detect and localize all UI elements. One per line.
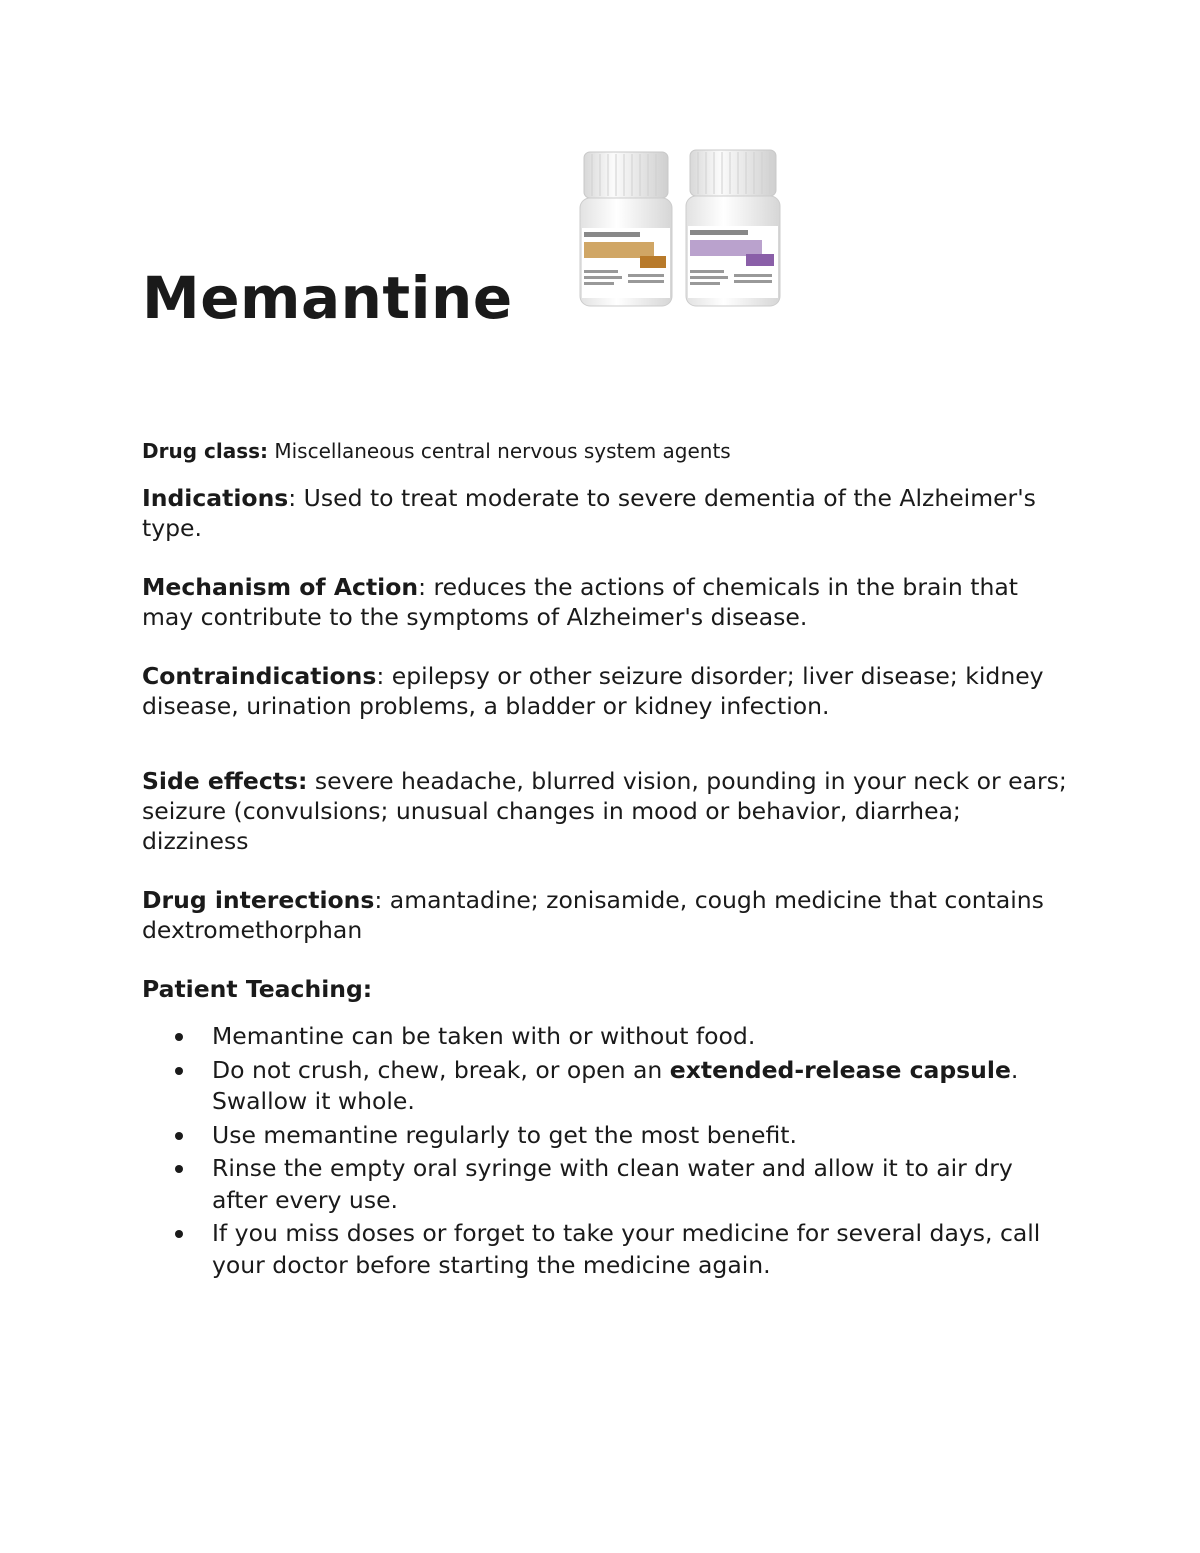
bullet-icon [175, 1033, 183, 1041]
mechanism-text: : reduces the actions of chemicals in the brain that may contribute to the symptoms of Alzheimer's disease. [142, 573, 1019, 631]
interactions-label: Drug interections [142, 886, 375, 914]
mechanism-label: Mechanism of Action [142, 573, 419, 601]
bullet-icon [175, 1132, 183, 1140]
bullet-icon [175, 1067, 183, 1075]
list-item-text: If you miss doses or forget to take your medicine for several days, call your doctor before starting the medicine again. [212, 1219, 1041, 1279]
pill-bottles-image [578, 146, 783, 310]
interactions-text: : amantadine; zonisamide, cough medicine that contains dextromethorphan [142, 886, 1044, 944]
drug-info-body [142, 438, 1072, 1283]
contraindications-paragraph [142, 661, 1072, 721]
side-effects-label: Side effects: [142, 767, 308, 795]
side-effects-text: severe headache, blurred vision, pounding in your neck or ears; seizure (convulsions; unusual changes in mood or behavior, diarrhea; dizziness [142, 767, 1067, 855]
list-item-text: Use memantine regularly to get the most benefit. [212, 1120, 797, 1149]
patient-teaching-heading: Patient Teaching: [142, 975, 373, 1003]
list-item [142, 1120, 1072, 1152]
mechanism-paragraph [142, 572, 1072, 632]
list-item [142, 1153, 1072, 1216]
list-item [142, 1218, 1072, 1281]
list-item [142, 1055, 1072, 1118]
list-item-text-pre: Do not crush, chew, break, or open an [212, 1055, 670, 1084]
list-item-text: Rinse the empty oral syringe with clean water and allow it to air dry after every use. [212, 1154, 1013, 1214]
drug-class-label: Drug class: [142, 439, 268, 463]
list-item-text-bold: extended-release capsule [669, 1055, 1011, 1084]
list-item-text: Memantine can be taken with or without food. [212, 1022, 756, 1050]
indications-text: : Used to treat moderate to severe dementia of the Alzheimer's type. [142, 484, 1036, 542]
patient-teaching-list [142, 1021, 1072, 1281]
drug-class-text: Miscellaneous central nervous system agents [268, 439, 731, 463]
list-item [142, 1021, 1072, 1053]
drug-class-line [142, 438, 1072, 464]
page-title: Memantine [142, 264, 513, 332]
contraindications-text: : epilepsy or other seizure disorder; liver disease; kidney disease, urination problems, a bladder or kidney infection. [142, 662, 1044, 720]
interactions-paragraph [142, 885, 1072, 945]
bullet-icon [175, 1165, 183, 1173]
indications-label: Indications [142, 484, 289, 512]
list-item-text-post: . Swallow it whole. [212, 1055, 1019, 1115]
side-effects-paragraph [142, 766, 1072, 856]
bullet-icon [175, 1230, 183, 1238]
contraindications-label: Contraindications [142, 662, 377, 690]
indications-paragraph [142, 483, 1072, 543]
